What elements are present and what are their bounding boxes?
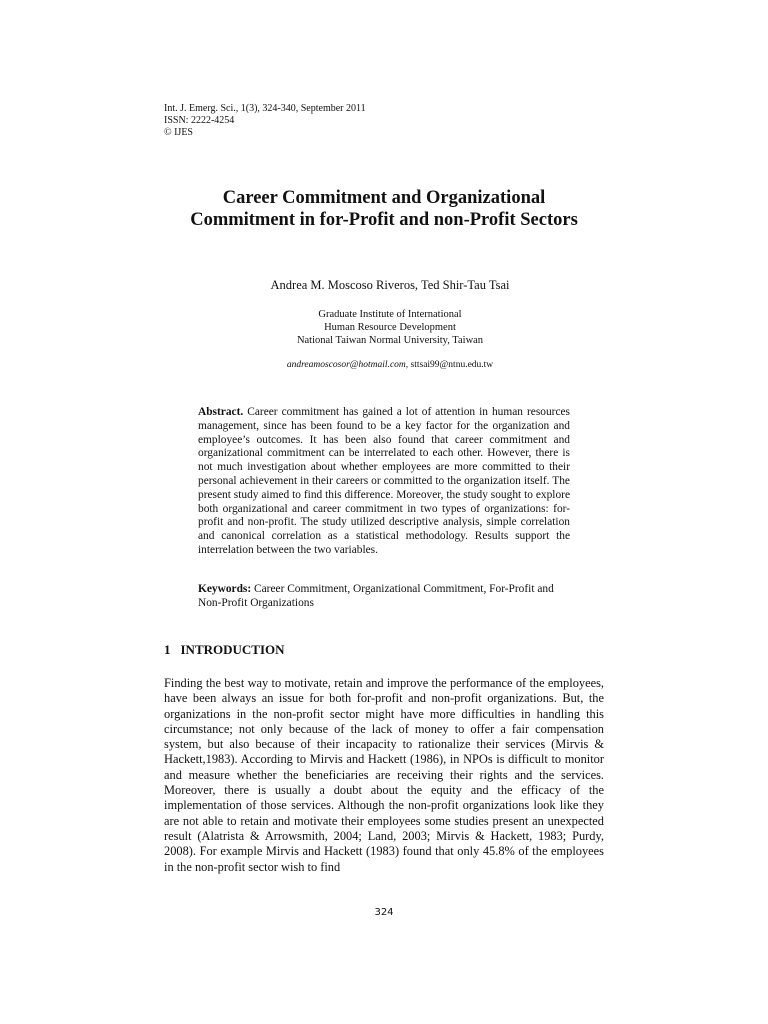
author-emails (0, 359, 768, 371)
affiliation-line-3: National Taiwan Normal University, Taiwan (296, 335, 484, 346)
section-heading-introduction (164, 642, 285, 658)
page-number: 324 (374, 907, 394, 918)
paper-title-line-1: Career Commitment and Organizational (222, 188, 546, 208)
paper-authors: Andrea M. Moscoso Riveros, Ted Shir-Tau Tsai (270, 278, 510, 292)
paper-title-line-2: Commitment in for-Profit and non-Profit Sectors (190, 210, 578, 230)
abstract-label: Abstract. (198, 406, 244, 418)
abstract-text: Career commitment has gained a lot of attention in human resources management, since has been found to be a key factor for the organization and employee’s outcomes. It has been also found that career commitment and organizational commitment can be interrelated to each other. However, there is not much investigation about whether employees are more committed to their personal achievement in their careers or committed to the organization itself. The present study aimed to find this difference. Moreover, the study sought to explore both organizational and career commitment in two types of organizations: for-profit and non-profit. The study utilized descriptive analysis, simple correlation and canonical correlation as a statistical methodology. Results support the interrelation between the two variables. (198, 406, 570, 556)
abstract-block (198, 406, 570, 558)
journal-citation: Int. J. Emerg. Sci., 1(3), 324-340, September 2011 (164, 103, 366, 114)
keywords-block (198, 582, 570, 610)
author-email-2[interactable]: sttsai99@ntnu.edu.tw (410, 360, 494, 370)
affiliation-line-1: Graduate Institute of International (318, 309, 462, 320)
journal-copyright: © IJES (164, 127, 193, 138)
paper-title (0, 187, 768, 231)
keywords-text: Career Commitment, Organizational Commitment, For-Profit and Non-Profit Organizations (198, 583, 554, 609)
section-title: INTRODUCTION (180, 642, 285, 657)
keywords-label: Keywords: (198, 583, 252, 595)
section-number: 1 (164, 642, 171, 657)
affiliation-line-2: Human Resource Development (324, 322, 456, 333)
author-affiliation (0, 308, 768, 347)
author-email-1[interactable]: andreamoscosor@hotmail.com, (286, 360, 409, 370)
journal-issn: ISSN: 2222-4254 (164, 115, 235, 126)
introduction-paragraph: Finding the best way to motivate, retain and improve the performance of the employees, have been always an issue for both for-profit and non-profit organizations. But, the organizations in the non-profit sector might have more difficulties in handling this circumstance; not only because of the lack of money to offer a fair compensation system, but also because of their incapacity to rationalize their services (Mirvis & Hackett,1983). According to Mirvis and Hackett (1986), in NPOs is difficult to monitor and measure whether the beneficiaries are receiving their rights and the services. Moreover, there is usually a doubt about the equity and the efficacy of the implementation of those services. Although the non-profit organizations look like they are not able to retain and motivate their employees some studies present an unexpected result (Alatrista & Arrowsmith, 2004; Land, 2003; Mirvis & Hackett, 1983; Purdy, 2008). For example Mirvis and Hackett (1983) found that only 45.8% of the employees in the non-profit sector wish to find (164, 676, 604, 874)
journal-header (164, 103, 366, 139)
